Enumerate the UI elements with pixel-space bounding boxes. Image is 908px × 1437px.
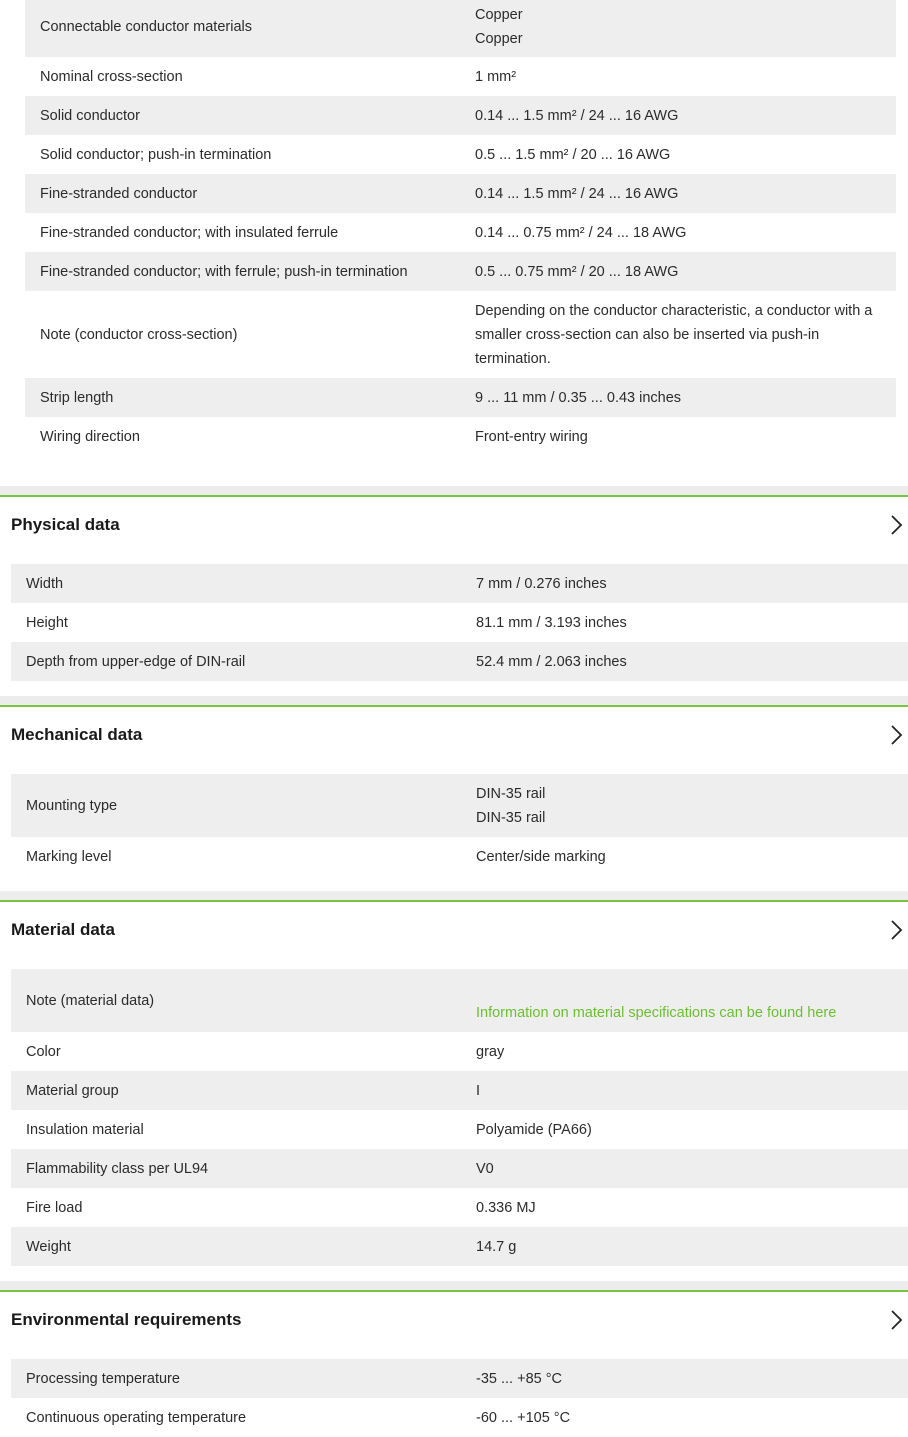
table-row bbox=[11, 1188, 908, 1227]
value-line: DIN-35 rail bbox=[476, 809, 546, 826]
row-label: Note (conductor cross-section) bbox=[40, 326, 238, 343]
row-value: 0.5 ... 1.5 mm² / 20 ... 16 AWG bbox=[475, 146, 671, 163]
table-row bbox=[25, 57, 896, 96]
table-row bbox=[11, 1398, 908, 1437]
table-row bbox=[25, 213, 896, 252]
row-value: 7 mm / 0.276 inches bbox=[476, 564, 908, 603]
section-header-mechanical-data[interactable] bbox=[0, 707, 908, 763]
value-line: Copper bbox=[475, 30, 523, 47]
row-value bbox=[476, 969, 908, 1032]
row-label: Material group bbox=[11, 1071, 476, 1110]
section-title: Mechanical data bbox=[11, 725, 143, 744]
row-label: Flammability class per UL94 bbox=[11, 1149, 476, 1188]
section-header-material-data[interactable] bbox=[0, 902, 908, 958]
chevron-right-icon[interactable] bbox=[886, 513, 906, 537]
row-label: Fire load bbox=[26, 1199, 83, 1216]
table-row bbox=[11, 837, 908, 876]
table-row bbox=[11, 642, 908, 681]
row-value: Polyamide (PA66) bbox=[476, 1121, 592, 1138]
table-row bbox=[25, 252, 896, 291]
table-row bbox=[11, 603, 908, 642]
row-value: 0.336 MJ bbox=[476, 1199, 536, 1216]
row-value bbox=[476, 774, 908, 837]
table-row bbox=[11, 1149, 908, 1188]
material-specifications-link[interactable]: Information on material specifications can be found here bbox=[476, 1005, 837, 1021]
chevron-right-icon[interactable] bbox=[886, 918, 906, 942]
row-value: gray bbox=[476, 1043, 505, 1060]
row-value: Depending on the conductor characteristic, a conductor with a smaller cross-section can also be inserted via push-in termination. bbox=[475, 302, 873, 367]
row-value: Center/side marking bbox=[476, 848, 606, 865]
row-label: Solid conductor; push-in termination bbox=[40, 146, 272, 163]
row-label: Wiring direction bbox=[40, 428, 140, 445]
chevron-right-icon[interactable] bbox=[886, 1308, 906, 1332]
section-title: Environmental requirements bbox=[11, 1310, 242, 1329]
row-value: V0 bbox=[476, 1149, 908, 1188]
material-data-table bbox=[11, 969, 908, 1266]
row-label: Strip length bbox=[25, 378, 475, 417]
table-row bbox=[11, 1110, 908, 1149]
table-row bbox=[11, 564, 908, 603]
section-title: Material data bbox=[11, 920, 115, 939]
table-row bbox=[11, 1227, 908, 1266]
row-value: 81.1 mm / 3.193 inches bbox=[476, 614, 627, 631]
row-value: 0.14 ... 1.5 mm² / 24 ... 16 AWG bbox=[475, 96, 896, 135]
row-label: Solid conductor bbox=[25, 96, 475, 135]
connection-table bbox=[25, 0, 896, 456]
table-row bbox=[11, 1359, 908, 1398]
row-value: 52.4 mm / 2.063 inches bbox=[476, 642, 908, 681]
section-header-physical-data[interactable] bbox=[0, 497, 908, 553]
physical-data-table bbox=[11, 564, 908, 681]
row-label: Nominal cross-section bbox=[40, 68, 183, 85]
chevron-right-icon[interactable] bbox=[886, 723, 906, 747]
row-label: Width bbox=[11, 564, 476, 603]
row-label: Depth from upper-edge of DIN-rail bbox=[11, 642, 476, 681]
mechanical-data-table bbox=[11, 774, 908, 876]
row-label: Marking level bbox=[26, 848, 112, 865]
table-row bbox=[11, 774, 908, 837]
section-title: Physical data bbox=[11, 515, 120, 534]
row-label: Fine-stranded conductor; with ferrule; push-in termination bbox=[25, 252, 475, 291]
environmental-requirements-table bbox=[11, 1359, 908, 1437]
row-label: Fine-stranded conductor bbox=[25, 174, 475, 213]
table-row bbox=[11, 1032, 908, 1071]
table-row bbox=[11, 969, 908, 1032]
row-label: Connectable conductor materials bbox=[25, 0, 475, 57]
row-label: Mounting type bbox=[11, 774, 476, 837]
table-row bbox=[25, 417, 896, 456]
value-line: DIN-35 rail bbox=[476, 785, 546, 802]
row-value: 1 mm² bbox=[475, 68, 517, 85]
table-row bbox=[25, 135, 896, 174]
row-label: Continuous operating temperature bbox=[26, 1409, 247, 1426]
row-value: I bbox=[476, 1071, 908, 1110]
row-value: 0.5 ... 0.75 mm² / 20 ... 18 AWG bbox=[475, 252, 896, 291]
row-value: Front-entry wiring bbox=[475, 428, 588, 445]
row-label: Height bbox=[26, 614, 68, 631]
value-line: Copper bbox=[475, 6, 523, 23]
row-value: 9 ... 11 mm / 0.35 ... 0.43 inches bbox=[475, 378, 896, 417]
table-row bbox=[25, 291, 896, 378]
table-row bbox=[25, 96, 896, 135]
row-label: Note (material data) bbox=[11, 969, 476, 1032]
row-label: Fine-stranded conductor; with insulated ferrule bbox=[40, 224, 339, 241]
row-value: -60 ... +105 °C bbox=[476, 1409, 571, 1426]
row-label: Weight bbox=[11, 1227, 476, 1266]
table-row bbox=[25, 378, 896, 417]
row-value: 0.14 ... 0.75 mm² / 24 ... 18 AWG bbox=[475, 224, 687, 241]
row-label: Color bbox=[26, 1043, 61, 1060]
row-value: -35 ... +85 °C bbox=[476, 1359, 908, 1398]
row-value: 0.14 ... 1.5 mm² / 24 ... 16 AWG bbox=[475, 174, 896, 213]
row-label: Processing temperature bbox=[11, 1359, 476, 1398]
section-header-environmental-requirements[interactable] bbox=[0, 1292, 908, 1348]
row-value bbox=[475, 0, 896, 57]
table-row bbox=[25, 0, 896, 57]
row-label: Insulation material bbox=[26, 1121, 144, 1138]
table-row bbox=[11, 1071, 908, 1110]
row-value: 14.7 g bbox=[476, 1227, 908, 1266]
table-row bbox=[25, 174, 896, 213]
